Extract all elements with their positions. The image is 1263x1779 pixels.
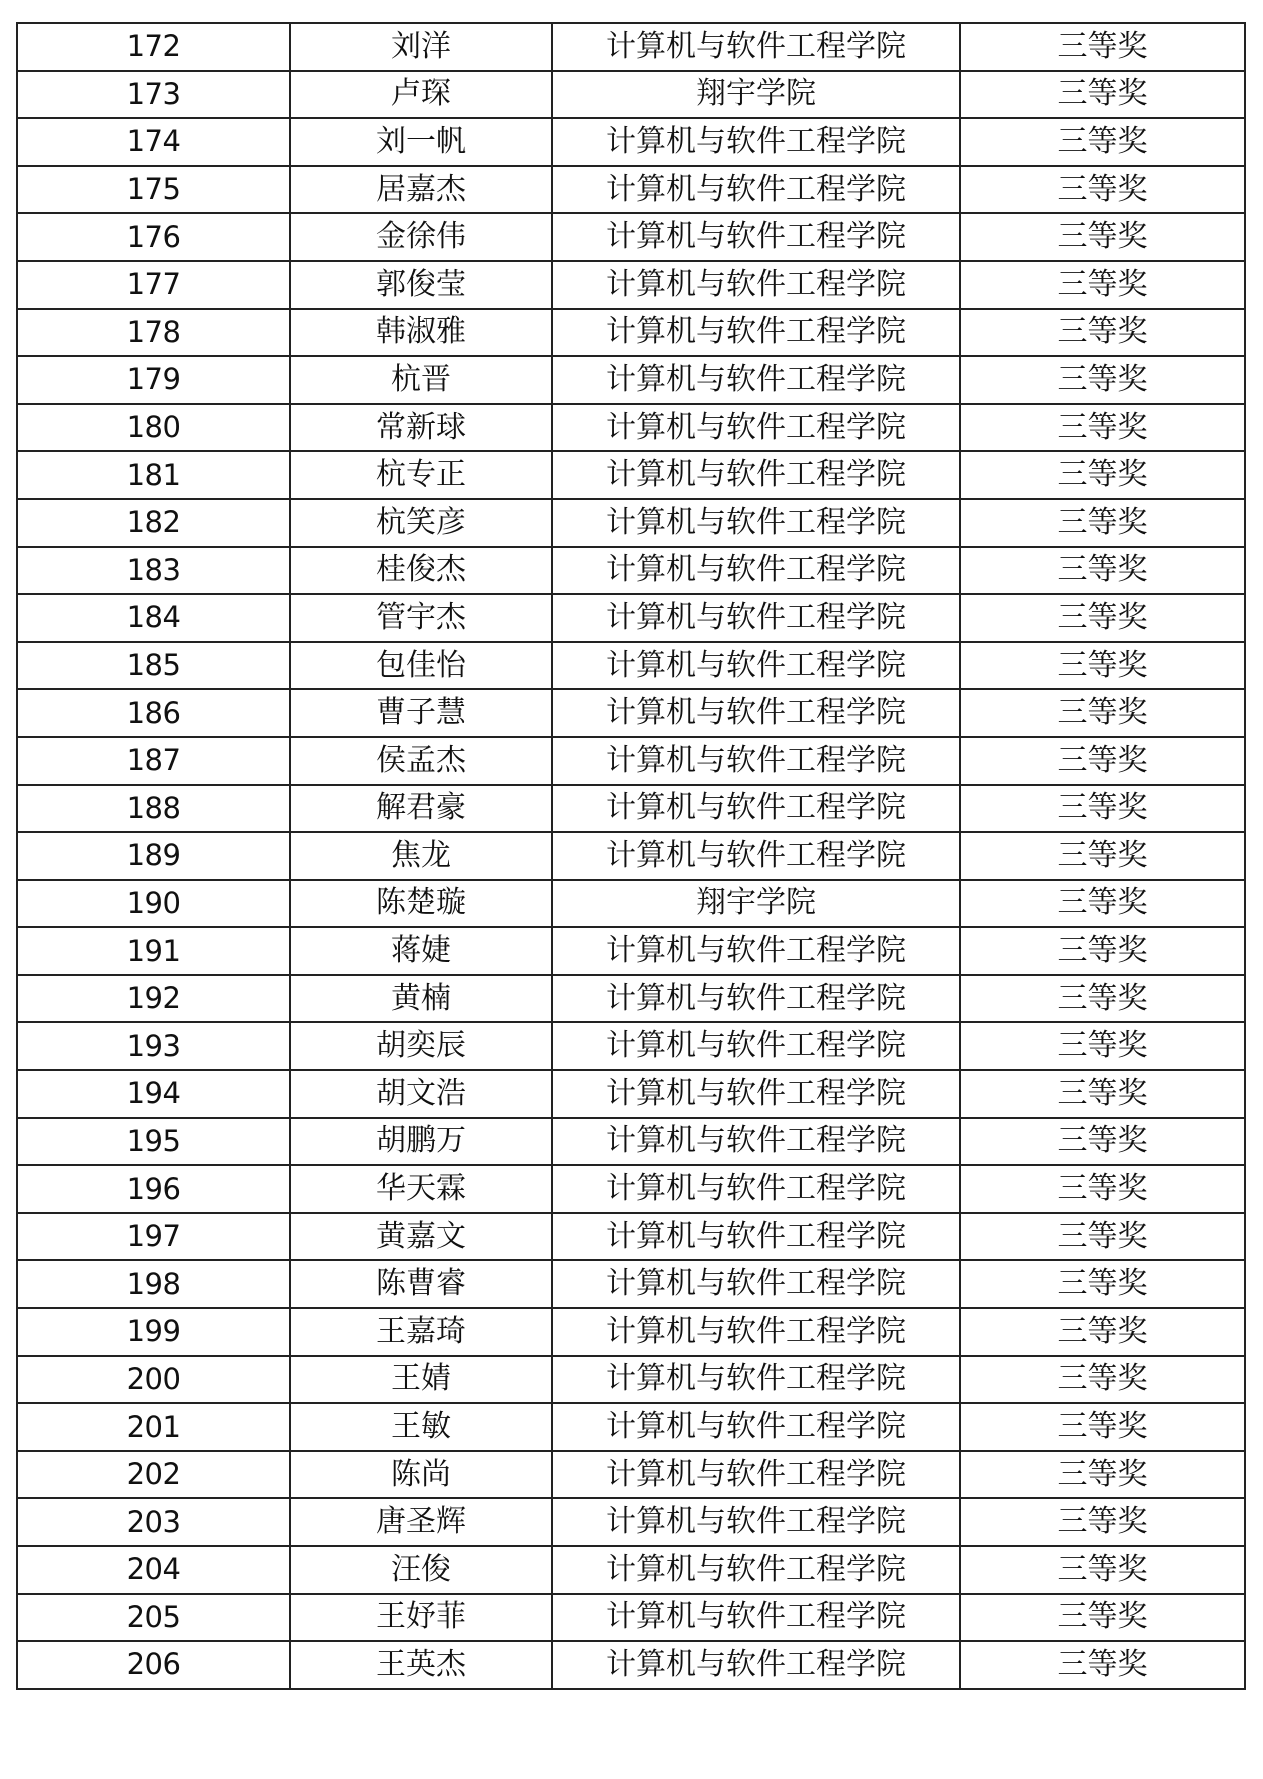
table-row <box>17 1594 1245 1642</box>
serial-number-cell: 199 <box>17 1308 290 1356</box>
student-name-cell: 焦龙 <box>290 832 552 880</box>
serial-number-cell: 192 <box>17 975 290 1023</box>
table-row <box>17 927 1245 975</box>
college-cell: 计算机与软件工程学院 <box>552 975 960 1023</box>
serial-number-cell: 176 <box>17 213 290 261</box>
college-cell: 计算机与软件工程学院 <box>552 1498 960 1546</box>
college-cell: 计算机与软件工程学院 <box>552 785 960 833</box>
table-row <box>17 594 1245 642</box>
award-level-cell: 三等奖 <box>960 1118 1245 1166</box>
college-cell: 计算机与软件工程学院 <box>552 213 960 261</box>
student-name-cell: 胡奕辰 <box>290 1022 552 1070</box>
award-level-cell: 三等奖 <box>960 1260 1245 1308</box>
table-row <box>17 547 1245 595</box>
table-row <box>17 1308 1245 1356</box>
student-name-cell: 管宇杰 <box>290 594 552 642</box>
student-name-cell: 金徐伟 <box>290 213 552 261</box>
serial-number-cell: 203 <box>17 1498 290 1546</box>
award-level-cell: 三等奖 <box>960 71 1245 119</box>
serial-number-cell: 188 <box>17 785 290 833</box>
college-cell: 计算机与软件工程学院 <box>552 451 960 499</box>
award-level-cell: 三等奖 <box>960 1546 1245 1594</box>
table-row <box>17 23 1245 71</box>
award-table-body <box>17 23 1245 1689</box>
award-level-cell: 三等奖 <box>960 737 1245 785</box>
table-row <box>17 1498 1245 1546</box>
award-level-cell: 三等奖 <box>960 1070 1245 1118</box>
student-name-cell: 解君豪 <box>290 785 552 833</box>
serial-number-cell: 202 <box>17 1451 290 1499</box>
college-cell: 计算机与软件工程学院 <box>552 1403 960 1451</box>
table-row <box>17 689 1245 737</box>
student-name-cell: 杭笑彦 <box>290 499 552 547</box>
college-cell: 计算机与软件工程学院 <box>552 1118 960 1166</box>
award-level-cell: 三等奖 <box>960 118 1245 166</box>
college-cell: 计算机与软件工程学院 <box>552 118 960 166</box>
college-cell: 计算机与软件工程学院 <box>552 594 960 642</box>
table-row <box>17 1118 1245 1166</box>
student-name-cell: 卢琛 <box>290 71 552 119</box>
award-level-cell: 三等奖 <box>960 451 1245 499</box>
award-level-cell: 三等奖 <box>960 1641 1245 1689</box>
serial-number-cell: 196 <box>17 1165 290 1213</box>
serial-number-cell: 189 <box>17 832 290 880</box>
table-row <box>17 213 1245 261</box>
student-name-cell: 胡鹏万 <box>290 1118 552 1166</box>
serial-number-cell: 177 <box>17 261 290 309</box>
student-name-cell: 韩淑雅 <box>290 309 552 357</box>
college-cell: 计算机与软件工程学院 <box>552 642 960 690</box>
table-row <box>17 1070 1245 1118</box>
award-level-cell: 三等奖 <box>960 23 1245 71</box>
table-row <box>17 451 1245 499</box>
student-name-cell: 刘洋 <box>290 23 552 71</box>
student-name-cell: 王敏 <box>290 1403 552 1451</box>
student-name-cell: 包佳怡 <box>290 642 552 690</box>
student-name-cell: 唐圣辉 <box>290 1498 552 1546</box>
award-level-cell: 三等奖 <box>960 1165 1245 1213</box>
award-level-cell: 三等奖 <box>960 642 1245 690</box>
college-cell: 计算机与软件工程学院 <box>552 23 960 71</box>
serial-number-cell: 204 <box>17 1546 290 1594</box>
college-cell: 计算机与软件工程学院 <box>552 689 960 737</box>
table-row <box>17 166 1245 214</box>
serial-number-cell: 181 <box>17 451 290 499</box>
student-name-cell: 刘一帆 <box>290 118 552 166</box>
award-level-cell: 三等奖 <box>960 356 1245 404</box>
college-cell: 计算机与软件工程学院 <box>552 1070 960 1118</box>
student-name-cell: 居嘉杰 <box>290 166 552 214</box>
serial-number-cell: 184 <box>17 594 290 642</box>
student-name-cell: 王妤菲 <box>290 1594 552 1642</box>
award-level-cell: 三等奖 <box>960 1308 1245 1356</box>
serial-number-cell: 180 <box>17 404 290 452</box>
college-cell: 计算机与软件工程学院 <box>552 1641 960 1689</box>
college-cell: 计算机与软件工程学院 <box>552 166 960 214</box>
serial-number-cell: 193 <box>17 1022 290 1070</box>
award-level-cell: 三等奖 <box>960 975 1245 1023</box>
award-level-cell: 三等奖 <box>960 261 1245 309</box>
award-level-cell: 三等奖 <box>960 1356 1245 1404</box>
award-level-cell: 三等奖 <box>960 785 1245 833</box>
award-level-cell: 三等奖 <box>960 1498 1245 1546</box>
college-cell: 计算机与软件工程学院 <box>552 1308 960 1356</box>
student-name-cell: 汪俊 <box>290 1546 552 1594</box>
table-row <box>17 309 1245 357</box>
student-name-cell: 黄嘉文 <box>290 1213 552 1261</box>
student-name-cell: 黄楠 <box>290 975 552 1023</box>
table-row <box>17 642 1245 690</box>
award-level-cell: 三等奖 <box>960 499 1245 547</box>
award-level-cell: 三等奖 <box>960 1403 1245 1451</box>
serial-number-cell: 175 <box>17 166 290 214</box>
college-cell: 计算机与软件工程学院 <box>552 1546 960 1594</box>
serial-number-cell: 172 <box>17 23 290 71</box>
college-cell: 计算机与软件工程学院 <box>552 737 960 785</box>
award-level-cell: 三等奖 <box>960 213 1245 261</box>
student-name-cell: 郭俊莹 <box>290 261 552 309</box>
serial-number-cell: 186 <box>17 689 290 737</box>
award-level-cell: 三等奖 <box>960 927 1245 975</box>
student-name-cell: 常新球 <box>290 404 552 452</box>
table-row <box>17 71 1245 119</box>
serial-number-cell: 194 <box>17 1070 290 1118</box>
college-cell: 计算机与软件工程学院 <box>552 261 960 309</box>
college-cell: 计算机与软件工程学院 <box>552 1594 960 1642</box>
table-row <box>17 356 1245 404</box>
award-level-cell: 三等奖 <box>960 1022 1245 1070</box>
award-level-cell: 三等奖 <box>960 166 1245 214</box>
table-row <box>17 785 1245 833</box>
student-name-cell: 蒋婕 <box>290 927 552 975</box>
serial-number-cell: 190 <box>17 880 290 928</box>
table-row <box>17 1356 1245 1404</box>
table-row <box>17 118 1245 166</box>
serial-number-cell: 187 <box>17 737 290 785</box>
table-row <box>17 832 1245 880</box>
table-row <box>17 1022 1245 1070</box>
college-cell: 计算机与软件工程学院 <box>552 309 960 357</box>
serial-number-cell: 205 <box>17 1594 290 1642</box>
serial-number-cell: 200 <box>17 1356 290 1404</box>
award-level-cell: 三等奖 <box>960 832 1245 880</box>
table-row <box>17 737 1245 785</box>
serial-number-cell: 174 <box>17 118 290 166</box>
award-level-cell: 三等奖 <box>960 880 1245 928</box>
award-level-cell: 三等奖 <box>960 1594 1245 1642</box>
student-name-cell: 曹子慧 <box>290 689 552 737</box>
table-row <box>17 880 1245 928</box>
college-cell: 计算机与软件工程学院 <box>552 1260 960 1308</box>
student-name-cell: 杭晋 <box>290 356 552 404</box>
college-cell: 计算机与软件工程学院 <box>552 404 960 452</box>
college-cell: 计算机与软件工程学院 <box>552 356 960 404</box>
award-level-cell: 三等奖 <box>960 594 1245 642</box>
award-level-cell: 三等奖 <box>960 689 1245 737</box>
student-name-cell: 杭专正 <box>290 451 552 499</box>
serial-number-cell: 183 <box>17 547 290 595</box>
serial-number-cell: 185 <box>17 642 290 690</box>
document-page <box>16 22 1244 1690</box>
student-name-cell: 陈曹睿 <box>290 1260 552 1308</box>
table-row <box>17 499 1245 547</box>
student-name-cell: 桂俊杰 <box>290 547 552 595</box>
student-name-cell: 胡文浩 <box>290 1070 552 1118</box>
award-level-cell: 三等奖 <box>960 404 1245 452</box>
serial-number-cell: 179 <box>17 356 290 404</box>
table-row <box>17 261 1245 309</box>
college-cell: 计算机与软件工程学院 <box>552 927 960 975</box>
college-cell: 计算机与软件工程学院 <box>552 1356 960 1404</box>
award-level-cell: 三等奖 <box>960 1451 1245 1499</box>
student-name-cell: 陈尚 <box>290 1451 552 1499</box>
table-row <box>17 975 1245 1023</box>
serial-number-cell: 201 <box>17 1403 290 1451</box>
table-row <box>17 1451 1245 1499</box>
college-cell: 计算机与软件工程学院 <box>552 1022 960 1070</box>
college-cell: 计算机与软件工程学院 <box>552 499 960 547</box>
college-cell: 计算机与软件工程学院 <box>552 832 960 880</box>
college-cell: 计算机与软件工程学院 <box>552 1165 960 1213</box>
student-name-cell: 侯孟杰 <box>290 737 552 785</box>
table-row <box>17 1641 1245 1689</box>
student-name-cell: 王婧 <box>290 1356 552 1404</box>
table-row <box>17 1260 1245 1308</box>
award-list-table <box>16 22 1246 1690</box>
serial-number-cell: 197 <box>17 1213 290 1261</box>
serial-number-cell: 178 <box>17 309 290 357</box>
college-cell: 计算机与软件工程学院 <box>552 1213 960 1261</box>
serial-number-cell: 206 <box>17 1641 290 1689</box>
student-name-cell: 华天霖 <box>290 1165 552 1213</box>
serial-number-cell: 182 <box>17 499 290 547</box>
college-cell: 翔宇学院 <box>552 880 960 928</box>
award-level-cell: 三等奖 <box>960 1213 1245 1261</box>
table-row <box>17 1403 1245 1451</box>
student-name-cell: 王英杰 <box>290 1641 552 1689</box>
table-row <box>17 404 1245 452</box>
table-row <box>17 1165 1245 1213</box>
college-cell: 翔宇学院 <box>552 71 960 119</box>
serial-number-cell: 195 <box>17 1118 290 1166</box>
college-cell: 计算机与软件工程学院 <box>552 1451 960 1499</box>
award-level-cell: 三等奖 <box>960 309 1245 357</box>
student-name-cell: 王嘉琦 <box>290 1308 552 1356</box>
award-level-cell: 三等奖 <box>960 547 1245 595</box>
table-row <box>17 1546 1245 1594</box>
table-row <box>17 1213 1245 1261</box>
student-name-cell: 陈楚璇 <box>290 880 552 928</box>
serial-number-cell: 198 <box>17 1260 290 1308</box>
college-cell: 计算机与软件工程学院 <box>552 547 960 595</box>
serial-number-cell: 191 <box>17 927 290 975</box>
serial-number-cell: 173 <box>17 71 290 119</box>
